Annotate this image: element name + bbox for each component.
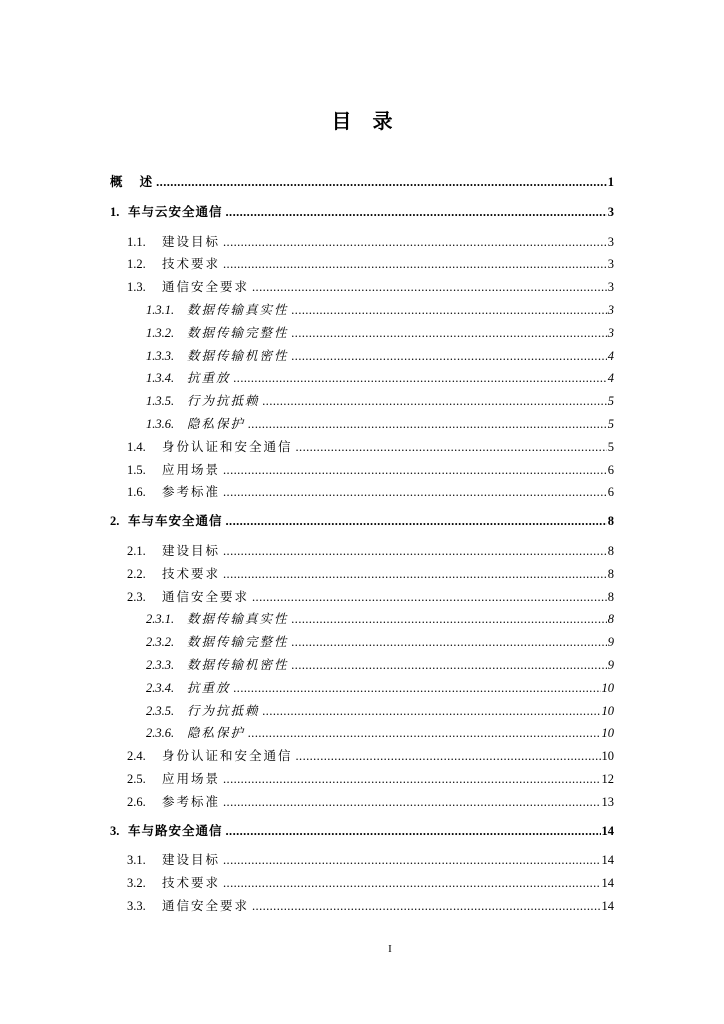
dot-leader bbox=[223, 872, 600, 895]
dot-leader bbox=[252, 276, 607, 299]
toc-entry bbox=[110, 413, 614, 436]
toc-entry-number: 3. bbox=[110, 823, 120, 838]
toc-entry-page: 10 bbox=[601, 680, 614, 695]
toc-entry-page: 8 bbox=[607, 589, 614, 604]
toc-entry-number: 1.3.1. bbox=[146, 302, 175, 317]
toc-entry bbox=[110, 299, 614, 322]
toc-entry bbox=[110, 276, 614, 299]
toc-entry-page: 6 bbox=[607, 485, 614, 500]
toc-entry-title: 通信安全要求 bbox=[162, 589, 250, 604]
toc-entry bbox=[110, 654, 614, 677]
toc-entry-number: 2.3.2. bbox=[146, 635, 175, 650]
dot-leader bbox=[226, 510, 607, 533]
toc-entry-title: 数据传输真实性 bbox=[187, 612, 289, 627]
toc-entry-number: 2.5. bbox=[127, 771, 146, 786]
toc-entry-page: 14 bbox=[601, 898, 614, 913]
toc-entry bbox=[110, 677, 614, 700]
toc-entry-page: 3 bbox=[607, 302, 614, 317]
toc-entry-number: 1. bbox=[110, 204, 120, 219]
dot-leader bbox=[223, 459, 607, 482]
dot-leader bbox=[223, 231, 607, 254]
toc-entry bbox=[110, 322, 614, 345]
toc-entry-number: 2.6. bbox=[127, 794, 146, 809]
dot-leader bbox=[223, 481, 607, 504]
toc-entry bbox=[110, 231, 614, 254]
toc-entry-page: 10 bbox=[601, 726, 614, 741]
toc-entry-page: 5 bbox=[607, 394, 614, 409]
toc-entry-page: 8 bbox=[607, 514, 614, 529]
toc-entry-number: 1.3. bbox=[127, 280, 146, 295]
toc-entry-page: 3 bbox=[607, 257, 614, 272]
toc-heading: 目 录 bbox=[331, 111, 393, 133]
toc-entry-title: 参考标准 bbox=[162, 794, 221, 809]
toc-entry-title: 通信安全要求 bbox=[162, 898, 250, 913]
toc-entry-page: 10 bbox=[601, 749, 614, 764]
toc-entry-number: 1.4. bbox=[127, 439, 146, 454]
toc-entry-page: 12 bbox=[601, 771, 614, 786]
toc-entry-number: 2.1. bbox=[127, 543, 146, 558]
toc-entry-title: 概 述 bbox=[110, 175, 154, 189]
toc-entry bbox=[110, 791, 614, 814]
dot-leader bbox=[292, 608, 607, 631]
dot-leader bbox=[248, 413, 607, 436]
dot-leader bbox=[292, 299, 607, 322]
toc-entry-title: 行为抗抵赖 bbox=[187, 703, 260, 718]
toc-entry-page: 10 bbox=[601, 703, 614, 718]
toc-entry-page: 3 bbox=[607, 234, 614, 249]
dot-leader bbox=[226, 201, 607, 224]
toc-entry-title: 数据传输真实性 bbox=[187, 302, 289, 317]
page-number: I bbox=[388, 943, 392, 955]
toc-entry-title: 数据传输机密性 bbox=[187, 348, 289, 363]
toc-entry bbox=[110, 390, 614, 413]
toc-entry-page: 14 bbox=[601, 823, 614, 838]
dot-leader bbox=[248, 722, 600, 745]
dot-leader bbox=[292, 345, 607, 368]
toc-entry-number: 2.3. bbox=[127, 589, 146, 604]
toc-entry-number: 1.6. bbox=[127, 485, 146, 500]
toc-entry-page: 6 bbox=[607, 462, 614, 477]
toc-entry-number: 1.3.2. bbox=[146, 325, 175, 340]
dot-leader bbox=[223, 849, 600, 872]
toc-entry bbox=[110, 722, 614, 745]
dot-leader bbox=[292, 631, 607, 654]
toc-entry-number: 2.2. bbox=[127, 566, 146, 581]
toc-entry bbox=[110, 171, 614, 194]
toc-entry-title: 身份认证和安全通信 bbox=[162, 439, 293, 454]
dot-leader bbox=[234, 367, 607, 390]
toc-entry-number: 1.3.3. bbox=[146, 348, 175, 363]
toc-entry-page: 8 bbox=[607, 543, 614, 558]
dot-leader bbox=[234, 677, 601, 700]
toc-entry-page: 3 bbox=[607, 325, 614, 340]
toc-entry-page: 5 bbox=[607, 416, 614, 431]
toc-entry bbox=[110, 481, 614, 504]
dot-leader bbox=[263, 390, 607, 413]
toc-entry-page: 14 bbox=[601, 876, 614, 891]
toc-entry-title: 建设目标 bbox=[162, 853, 221, 868]
toc-entry bbox=[110, 608, 614, 631]
toc-entry bbox=[110, 459, 614, 482]
toc-entry bbox=[110, 849, 614, 872]
toc-entry-title: 车与车安全通信 bbox=[128, 514, 223, 529]
dot-leader bbox=[223, 768, 600, 791]
toc-entry-title: 数据传输完整性 bbox=[187, 635, 289, 650]
toc-entry-number: 2.4. bbox=[127, 749, 146, 764]
toc-entry-number: 1.3.5. bbox=[146, 394, 175, 409]
toc-entry-page: 1 bbox=[607, 175, 614, 189]
toc-entry-number: 1.3.4. bbox=[146, 371, 175, 386]
toc-entry-title: 隐私保护 bbox=[187, 726, 246, 741]
toc-entry bbox=[110, 700, 614, 723]
toc-entry-number: 1.1. bbox=[127, 234, 146, 249]
dot-leader bbox=[296, 436, 607, 459]
toc-entry-title: 技术要求 bbox=[162, 257, 221, 272]
toc-entry-number: 2.3.5. bbox=[146, 703, 175, 718]
toc-entry-number: 2.3.3. bbox=[146, 657, 175, 672]
toc-entry-page: 9 bbox=[607, 657, 614, 672]
dot-leader bbox=[223, 563, 607, 586]
toc-entry-number: 1.3.6. bbox=[146, 416, 175, 431]
toc-entry-number: 2. bbox=[110, 514, 120, 529]
toc-entry-page: 14 bbox=[601, 853, 614, 868]
dot-leader bbox=[292, 322, 607, 345]
dot-leader bbox=[226, 820, 601, 843]
toc-entry-title: 通信安全要求 bbox=[162, 280, 250, 295]
toc-entry bbox=[110, 436, 614, 459]
toc-entry-title: 车与路安全通信 bbox=[128, 823, 223, 838]
toc-entry-title: 隐私保护 bbox=[187, 416, 246, 431]
toc-entry-title: 数据传输机密性 bbox=[187, 657, 289, 672]
toc-entry-title: 行为抗抵赖 bbox=[187, 394, 260, 409]
toc-entry bbox=[110, 201, 614, 224]
toc-entry-title: 参考标准 bbox=[162, 485, 221, 500]
toc-entry-number: 1.5. bbox=[127, 462, 146, 477]
toc-entry-title: 建设目标 bbox=[162, 543, 221, 558]
toc-entry-page: 9 bbox=[607, 635, 614, 650]
toc-entry-title: 技术要求 bbox=[162, 876, 221, 891]
toc-entry-number: 1.2. bbox=[127, 257, 146, 272]
toc-entry bbox=[110, 586, 614, 609]
toc-entry-title: 车与云安全通信 bbox=[128, 204, 223, 219]
toc-entry-title: 应用场景 bbox=[162, 771, 221, 786]
dot-leader bbox=[223, 540, 607, 563]
toc-entry-title: 数据传输完整性 bbox=[187, 325, 289, 340]
toc-entry-page: 8 bbox=[607, 612, 614, 627]
dot-leader bbox=[292, 654, 607, 677]
toc-entry-title: 建设目标 bbox=[162, 234, 221, 249]
dot-leader bbox=[252, 586, 607, 609]
dot-leader bbox=[296, 745, 601, 768]
dot-leader bbox=[263, 700, 601, 723]
toc-entry-number: 3.2. bbox=[127, 876, 146, 891]
toc-entry bbox=[110, 895, 614, 918]
toc-entry-number: 3.1. bbox=[127, 853, 146, 868]
dot-leader bbox=[252, 895, 600, 918]
toc-entry-number: 2.3.6. bbox=[146, 726, 175, 741]
toc-entry-page: 3 bbox=[607, 204, 614, 219]
toc-entry-page: 3 bbox=[607, 280, 614, 295]
toc-entry-page: 4 bbox=[607, 371, 614, 386]
toc-entry-title: 身份认证和安全通信 bbox=[162, 749, 293, 764]
toc-entry bbox=[110, 745, 614, 768]
toc-entry bbox=[110, 253, 614, 276]
toc-entry bbox=[110, 768, 614, 791]
toc-entry-page: 5 bbox=[607, 439, 614, 454]
toc-entry-title: 抗重放 bbox=[187, 680, 231, 695]
toc-entry bbox=[110, 820, 614, 843]
toc-entry bbox=[110, 872, 614, 895]
toc-entry bbox=[110, 367, 614, 390]
toc-entry-title: 抗重放 bbox=[187, 371, 231, 386]
toc-entry-number: 2.3.1. bbox=[146, 612, 175, 627]
toc-entry-page: 4 bbox=[607, 348, 614, 363]
toc-entry bbox=[110, 510, 614, 533]
toc-entry bbox=[110, 563, 614, 586]
toc-entry-title: 技术要求 bbox=[162, 566, 221, 581]
toc-entry-number: 3.3. bbox=[127, 898, 146, 913]
toc-entry bbox=[110, 345, 614, 368]
dot-leader bbox=[223, 253, 607, 276]
dot-leader bbox=[156, 171, 607, 194]
dot-leader bbox=[223, 791, 600, 814]
toc-entry-page: 13 bbox=[601, 794, 614, 809]
table-of-contents bbox=[110, 171, 614, 918]
toc-entry-number: 2.3.4. bbox=[146, 680, 175, 695]
toc-entry-page: 8 bbox=[607, 566, 614, 581]
toc-entry bbox=[110, 540, 614, 563]
toc-entry bbox=[110, 631, 614, 654]
toc-entry-title: 应用场景 bbox=[162, 462, 221, 477]
